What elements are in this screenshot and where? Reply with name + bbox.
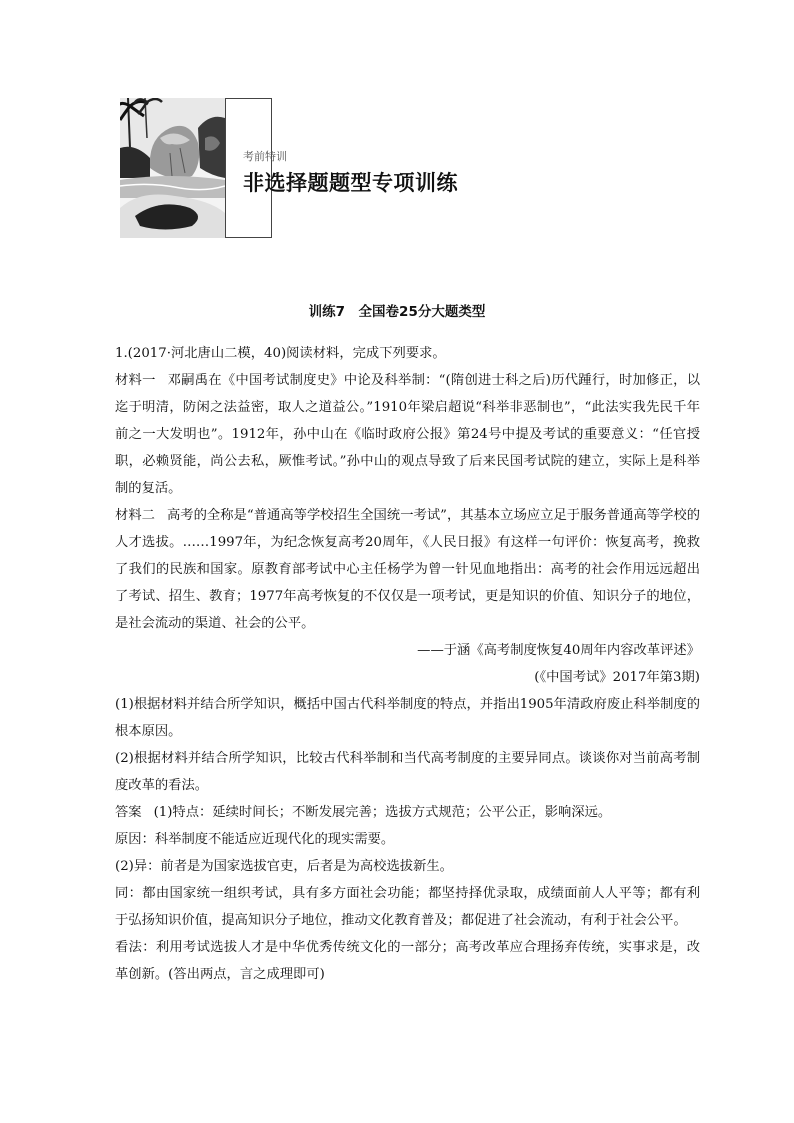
- answer-similarity: 同：都由国家统一组织考试，具有多方面社会功能；都坚持择优录取，成绩面前人人平等；都有利于弘扬知识价值，提高知识分子地位，推动文化教育普及；都促进了社会流动，有利于社会公平。: [115, 886, 700, 928]
- answer-difference: (2)异：前者是为国家选拔官吏，后者是为高校选拔新生。: [115, 859, 453, 874]
- material-one-label: 材料一: [115, 373, 156, 388]
- sub-question-2: (2)根据材料并结合所学知识，比较古代科举制和当代高考制度的主要异同点。谈谈你对当前高考制度改革的看法。: [115, 751, 700, 793]
- material-two-text: 高考的全称是“普通高等学校招生全国统一考试”，其基本立场应立足于服务普通高等学校的人才选拔。……1997年，为纪念恢复高考20周年，《人民日报》有这样一句评价：恢复高考，挽救了我们的民族和国家。原教育部考试中心主任杨学为曾一针见血地指出：高考的社会作用远远超出了考试、招生、教育；1977年高考恢复的不仅仅是一项考试，更是知识的价值、知识分子的地位，是社会流动的渠道、社会的公平。: [115, 508, 700, 631]
- answer-text-1: (1)特点：延续时间长；不断发展完善；选拔方式规范；公平公正，影响深远。: [153, 805, 612, 820]
- material-two-label: 材料二: [115, 508, 155, 523]
- question-intro: 1.(2017·河北唐山二模，40)阅读材料，完成下列要求。: [115, 346, 446, 361]
- sub-question-1: (1)根据材料并结合所学知识，概括中国古代科举制度的特点，并指出1905年清政府废止科举制度的根本原因。: [115, 697, 700, 739]
- material-one: [115, 367, 700, 502]
- answer-reason: 原因：科举制度不能适应近现代化的现实需要。: [115, 832, 395, 847]
- banner-landscape-image: [120, 98, 226, 238]
- source-citation: ——于涵《高考制度恢复40周年内容改革评述》: [417, 643, 700, 658]
- answer-label: 答案: [115, 805, 142, 820]
- banner-subtitle: 考前特训: [243, 150, 287, 163]
- material-one-text: 邓嗣禹在《中国考试制度史》中论及科举制：“(隋创进士科之后)历代踵行，时加修正，以迄于明清，防闲之法益密，取人之道益公。”1910年梁启超说“科举非恶制也”，“此法实我先民千年前之一大发明也”。1912年，孙中山在《临时政府公报》第24号中提及考试的重要意义：“任官授职，必赖贤能，尚公去私，厥惟考试。”孙中山的观点导致了后来民国考试院的建立，实际上是科举制的复活。: [115, 373, 701, 496]
- answer-part-1: [115, 799, 700, 826]
- answer-view: 看法：利用考试选拔人才是中华优秀传统文化的一部分；高考改革应合理扬弃传统，实事求是，改革创新。(答出两点，言之成理即可): [115, 940, 700, 982]
- material-two: [115, 502, 700, 637]
- question-content: [115, 340, 700, 988]
- section-title: 训练7 全国卷25分大题类型: [308, 304, 486, 320]
- banner-title: 非选择题题型专项训练: [243, 171, 458, 195]
- source-journal: (《中国考试》2017年第3期): [534, 670, 700, 685]
